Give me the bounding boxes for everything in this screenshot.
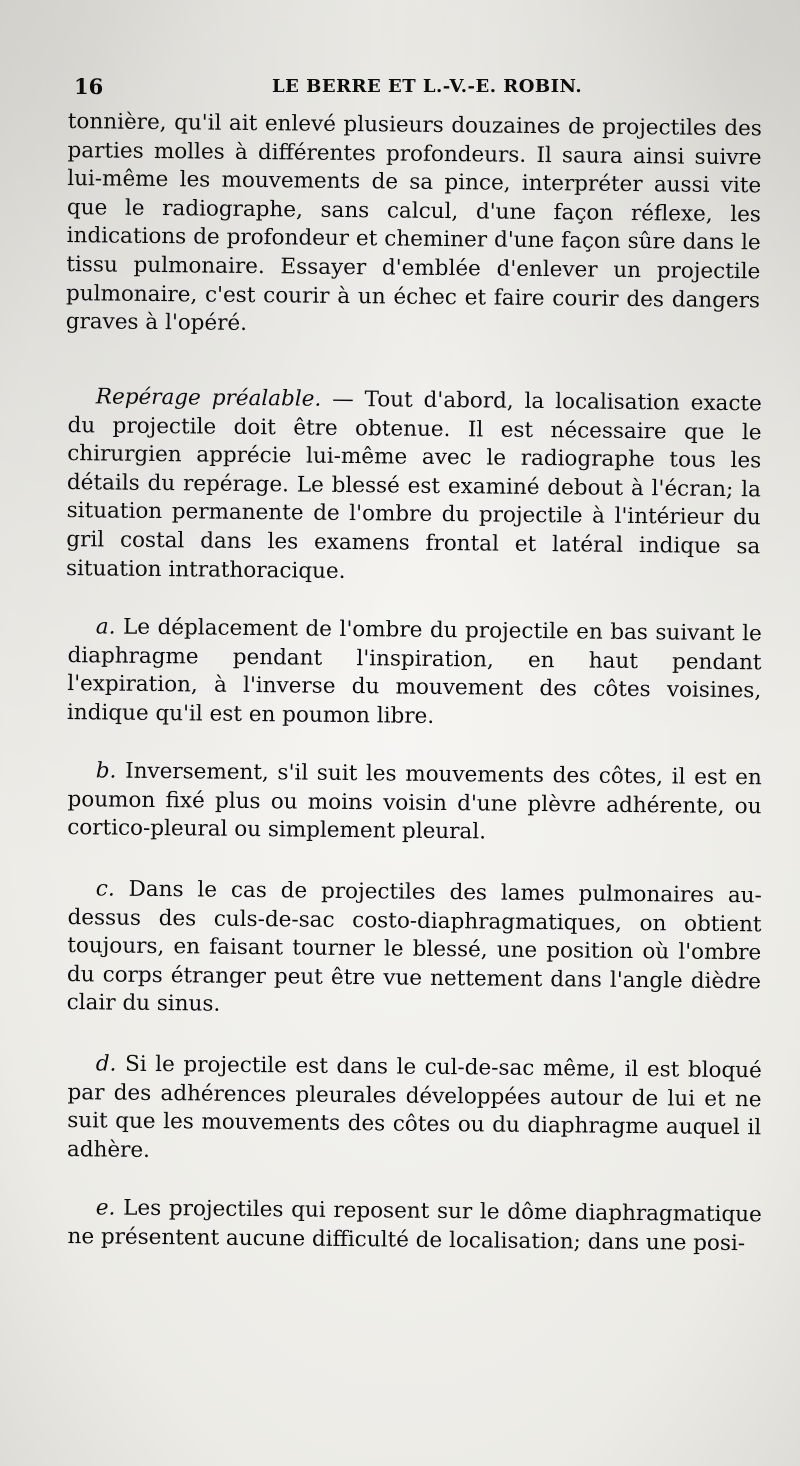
paragraph-a <box>61 613 762 735</box>
item-label: a. <box>95 614 116 640</box>
paragraph-text: Dans le cas de projectiles des lames pulmonaires au-dessus des culs-de-sac costo-diaphragmatiques, on obtient toujours, en faisant tourner le blessé, une position où l'ombre du corps étranger peut être vue nettement dans l'angle dièdre clair du sinus. <box>66 876 762 1018</box>
paragraph-b <box>61 757 762 850</box>
section-run-in-heading: Repérage préalable. <box>95 384 322 412</box>
paragraph-text: Le déplacement de l'ombre du projectile en bas suivant le diaphragme pendant l'inspiration, en haut pendant l'expiration, à l'inverse du mouvement des côtes voisines, indique qu'il est en poumon libre. <box>66 614 762 729</box>
paragraph-continuation <box>60 108 762 344</box>
paragraph-text: Si le projectile est dans le cul-de-sac même, il est bloqué par des adhérences pleurales développées autour de lui et ne suit que les mouvements des côtes ou du diaphragme auquel il adhère. <box>66 1051 762 1163</box>
paragraph-text: tonnière, qu'il ait enlevé plusieurs douzaines de projectiles des parties molles à différentes profondeurs. Il saura ainsi suivre lui-même les mouvements de sa pince, interpréter aussi vite que le radiographe, sans calcul, d'une façon réflexe, les indications de profondeur et cheminer d'une façon sûre dans le tissu pulmonaire. Essayer d'emblée d'enlever un projectile pulmonaire, c'est courir à un échec et faire courir des dangers graves à l'opéré. <box>65 109 762 337</box>
item-label: b. <box>95 758 117 784</box>
page-header <box>62 74 762 108</box>
paragraph-reperage <box>60 383 762 590</box>
paragraph-text: — Tout d'abord, la localisation exacte du projectile doit être obtenue. Il est nécessaire que le chirurgien apprécie lui-même avec le radiographe tous les détails du repérage. Le blessé est examiné debout à l'écran; la situation permanente de l'ombre du projectile à l'intérieur du gril costal dans les examens frontal et latéral indique sa situation intrathoracique. <box>65 386 762 584</box>
item-label: c. <box>95 876 115 902</box>
paragraph-text: Les projectiles qui reposent sur le dôme diaphragmatique ne présentent aucune difficulté de localisation; dans une posi- <box>67 1195 762 1257</box>
paragraph-e <box>61 1194 762 1259</box>
page-number: 16 <box>74 74 104 99</box>
running-title: LE BERRE ET L.-V.-E. ROBIN. <box>272 76 583 97</box>
paragraph-c <box>61 875 762 1025</box>
item-label: e. <box>95 1195 116 1221</box>
paragraph-text: Inversement, s'il suit les mouvements des côtes, il est en poumon fixé plus ou moins voisin d'une plèvre adhérente, ou cortico-pleural ou simplement pleural. <box>67 758 762 845</box>
paragraph-d <box>61 1050 762 1172</box>
item-label: d. <box>95 1051 117 1077</box>
